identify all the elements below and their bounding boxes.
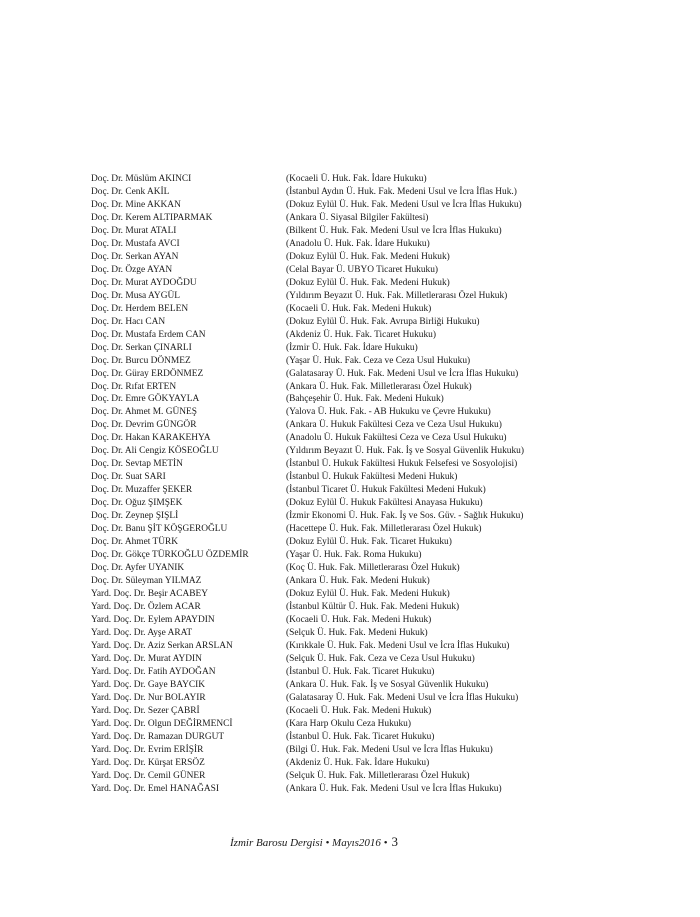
member-name: Doç. Dr. Devrim GÜNGÖR <box>91 420 197 431</box>
list-item <box>91 329 651 342</box>
member-affiliation: (Yıldırım Beyazıt Ü. Huk. Fak. Milletlerarası Özel Hukuk) <box>286 290 508 301</box>
member-affiliation: (Kocaeli Ü. Huk. Fak. Medeni Hukuk) <box>286 614 432 625</box>
list-item <box>91 471 651 484</box>
member-affiliation: (İstanbul Ü. Huk. Fak. Ticaret Hukuku) <box>286 731 435 742</box>
member-affiliation: (Dokuz Eylül Ü. Huk. Fak. Medeni Hukuk) <box>286 251 450 262</box>
member-name: Doç. Dr. Murat AYDOĞDU <box>91 277 197 288</box>
member-name: Yard. Doç. Dr. Murat AYDIN <box>91 653 202 664</box>
member-name: Yard. Doç. Dr. Sezer ÇABRİ <box>91 705 200 716</box>
member-affiliation: (Galatasaray Ü. Huk. Fak. Medeni Usul ve İcra İflas Hukuku) <box>286 368 519 379</box>
member-name: Doç. Dr. Cenk AKİL <box>91 186 170 197</box>
page-number: 3 <box>391 834 399 849</box>
member-name: Doç. Dr. Burcu DÖNMEZ <box>91 355 191 366</box>
list-item <box>91 458 651 471</box>
member-name: Doç. Dr. Mustafa Erdem CAN <box>91 329 206 340</box>
member-name: Doç. Dr. Mustafa AVCI <box>91 238 180 249</box>
list-item <box>91 264 651 277</box>
member-affiliation: (Dokuz Eylül Ü. Huk. Fak. Avrupa Birliği Hukuku) <box>286 316 480 327</box>
member-affiliation: (İstanbul Kültür Ü. Huk. Fak. Medeni Hukuk) <box>286 601 460 612</box>
member-name: Yard. Doç. Dr. Emel HANAĞASI <box>91 783 219 794</box>
list-item <box>91 536 651 549</box>
list-item <box>91 432 651 445</box>
member-name: Doç. Dr. Suat SARI <box>91 472 166 483</box>
list-item <box>91 679 651 692</box>
list-item <box>91 666 651 679</box>
member-name: Yard. Doç. Dr. Aziz Serkan ARSLAN <box>91 640 233 651</box>
member-affiliation: (İstanbul Ü. Huk. Fak. Ticaret Hukuku) <box>286 666 435 677</box>
member-name: Yard. Doç. Dr. Eylem APAYDIN <box>91 614 215 625</box>
member-name: Doç. Dr. Herdem BELEN <box>91 303 189 314</box>
list-item <box>91 757 651 770</box>
member-affiliation: (Hacettepe Ü. Huk. Fak. Milletlerarası Özel Hukuk) <box>286 524 482 535</box>
member-name: Doç. Dr. Serkan ÇINARLI <box>91 342 192 353</box>
list-item <box>91 342 651 355</box>
member-name: Yard. Doç. Dr. Evrim ERİŞİR <box>91 744 204 755</box>
member-name: Doç. Dr. Gökçe TÜRKOĞLU ÖZDEMİR <box>91 550 249 561</box>
list-item <box>91 692 651 705</box>
member-name: Yard. Doç. Dr. Nur BOLAYIR <box>91 692 206 703</box>
list-item <box>91 783 651 796</box>
member-name: Yard. Doç. Dr. Ramazan DURGUT <box>91 731 225 742</box>
member-affiliation: (Ankara Ü. Huk. Fak. Medeni Hukuk) <box>286 576 430 587</box>
list-item <box>91 368 651 381</box>
member-affiliation: (Galatasaray Ü. Huk. Fak. Medeni Usul ve İcra İflas Hukuku) <box>286 692 519 703</box>
list-item <box>91 601 651 614</box>
member-name: Doç. Dr. Muzaffer ŞEKER <box>91 485 193 496</box>
list-item <box>91 562 651 575</box>
member-name: Yard. Doç. Dr. Beşir ACABEY <box>91 589 209 599</box>
member-name: Doç. Dr. Hakan KARAKEHYA <box>91 433 211 444</box>
member-name: Doç. Dr. Oğuz ŞIMŞEK <box>91 498 183 509</box>
list-item <box>91 199 651 212</box>
list-item <box>91 718 651 731</box>
member-affiliation: (İstanbul Ticaret Ü. Hukuk Fakültesi Medeni Hukuk) <box>286 485 486 496</box>
member-affiliation: (Dokuz Eylül Ü. Huk. Fak. Medeni Hukuk) <box>286 277 450 288</box>
list-item <box>91 406 651 419</box>
list-item <box>91 575 651 588</box>
list-item <box>91 251 651 264</box>
member-name: Doç. Dr. Mine AKKAN <box>91 199 181 210</box>
list-item <box>91 225 651 238</box>
list-item <box>91 614 651 627</box>
member-affiliation: (İzmir Ekonomi Ü. Huk. Fak. İş ve Sos. Güv. - Sağlık Hukuku) <box>286 511 524 522</box>
list-item <box>91 705 651 718</box>
member-affiliation: (Ankara Ü. Huk. Fak. İş ve Sosyal Güvenlik Hukuku) <box>286 679 489 690</box>
member-affiliation: (Selçuk Ü. Huk. Fak. Medeni Hukuk) <box>286 627 428 638</box>
member-affiliation: (Akdeniz Ü. Huk. Fak. İdare Hukuku) <box>286 757 430 768</box>
member-affiliation: (Kocaeli Ü. Huk. Fak. Medeni Hukuk) <box>286 705 432 716</box>
member-name: Doç. Dr. Murat ATALI <box>91 225 177 236</box>
member-affiliation: (Yıldırım Beyazıt Ü. Huk. Fak. İş ve Sosyal Güvenlik Hukuku) <box>286 446 524 457</box>
member-name: Doç. Dr. Müslüm AKINCI <box>91 174 192 184</box>
member-affiliation: (Dokuz Eylül Ü. Huk. Fak. Medeni Usul ve İcra İflas Hukuku) <box>286 199 522 210</box>
member-name: Doç. Dr. Banu ŞİT KÖŞGEROĞLU <box>91 524 228 535</box>
member-affiliation: (Kocaeli Ü. Huk. Fak. Medeni Hukuk) <box>286 303 432 314</box>
member-affiliation: (Anadolu Ü. Hukuk Fakültesi Ceza ve Ceza Usul Hukuku) <box>286 433 507 444</box>
member-affiliation: (Bahçeşehir Ü. Huk. Fak. Medeni Hukuk) <box>286 394 444 405</box>
member-name: Yard. Doç. Dr. Ayşe ARAT <box>91 627 193 638</box>
list-item <box>91 523 651 536</box>
list-item <box>91 393 651 406</box>
member-name: Yard. Doç. Dr. Fatih AYDOĞAN <box>91 666 216 677</box>
member-list <box>91 173 651 796</box>
member-affiliation: (Dokuz Eylül Ü. Hukuk Fakültesi Anayasa Hukuku) <box>286 498 483 509</box>
member-name: Yard. Doç. Dr. Cemil GÜNER <box>91 770 206 781</box>
list-item <box>91 484 651 497</box>
member-name: Doç. Dr. Serkan AYAN <box>91 251 179 262</box>
member-affiliation: (Selçuk Ü. Huk. Fak. Ceza ve Ceza Usul Hukuku) <box>286 653 475 664</box>
member-affiliation: (Akdeniz Ü. Huk. Fak. Ticaret Hukuku) <box>286 329 436 340</box>
list-item <box>91 212 651 225</box>
member-name: Yard. Doç. Dr. Kürşat ERSÖZ <box>91 757 205 768</box>
member-name: Doç. Dr. Ayfer UYANIK <box>91 563 185 574</box>
member-affiliation: (Ankara Ü. Hukuk Fakültesi Ceza ve Ceza Usul Hukuku) <box>286 420 502 431</box>
member-name: Doç. Dr. Sevtap METİN <box>91 459 183 470</box>
list-item <box>91 355 651 368</box>
member-affiliation: (Celal Bayar Ü. UBYO Ticaret Hukuku) <box>286 264 439 275</box>
member-name: Doç. Dr. Zeynep ŞIŞLİ <box>91 511 179 522</box>
journal-title: İzmir Barosu Dergisi • Mayıs2016 • <box>230 837 388 849</box>
list-item <box>91 290 651 303</box>
member-affiliation: (Bilkent Ü. Huk. Fak. Medeni Usul ve İcra İflas Hukuku) <box>286 225 502 236</box>
member-name: Doç. Dr. Süleyman YILMAZ <box>91 576 202 587</box>
member-affiliation: (Yaşar Ü. Huk. Fak. Ceza ve Ceza Usul Hukuku) <box>286 355 471 366</box>
member-affiliation: (İzmir Ü. Huk. Fak. İdare Hukuku) <box>286 342 418 353</box>
list-item <box>91 731 651 744</box>
member-name: Doç. Dr. Ahmet TÜRK <box>91 537 179 548</box>
list-item <box>91 419 651 432</box>
member-affiliation: (İstanbul Aydın Ü. Huk. Fak. Medeni Usul ve İcra İflas Huk.) <box>286 186 517 197</box>
member-name: Doç. Dr. Kerem ALTIPARMAK <box>91 212 213 223</box>
member-affiliation: (Dokuz Eylül Ü. Huk. Fak. Medeni Hukuk) <box>286 589 450 599</box>
list-item <box>91 653 651 666</box>
list-item <box>91 238 651 251</box>
member-affiliation: (Yaşar Ü. Huk. Fak. Roma Hukuku) <box>286 550 422 561</box>
member-name: Doç. Dr. Hacı CAN <box>91 316 166 327</box>
list-item <box>91 627 651 640</box>
member-affiliation: (Kara Harp Okulu Ceza Hukuku) <box>286 718 411 729</box>
list-item <box>91 497 651 510</box>
list-item <box>91 510 651 523</box>
member-affiliation: (Koç Ü. Huk. Fak. Milletlerarası Özel Hukuk) <box>286 563 460 574</box>
list-item <box>91 588 651 601</box>
member-affiliation: (Ankara Ü. Siyasal Bilgiler Fakültesi) <box>286 212 429 223</box>
list-item <box>91 316 651 329</box>
list-item <box>91 303 651 316</box>
member-affiliation: (İstanbul Ü. Hukuk Fakültesi Hukuk Felsefesi ve Sosyolojisi) <box>286 459 518 470</box>
member-affiliation: (Yalova Ü. Huk. Fak. - AB Hukuku ve Çevre Hukuku) <box>286 407 491 418</box>
member-affiliation: (Dokuz Eylül Ü. Huk. Fak. Ticaret Hukuku) <box>286 537 452 548</box>
member-name: Doç. Dr. Ali Cengiz KÖSEOĞLU <box>91 446 219 457</box>
list-item <box>91 549 651 562</box>
member-name: Yard. Doç. Dr. Özlem ACAR <box>91 601 201 612</box>
list-item <box>91 445 651 458</box>
member-name: Doç. Dr. Rıfat ERTEN <box>91 381 177 392</box>
list-item <box>91 173 651 186</box>
member-affiliation: (Anadolu Ü. Huk. Fak. İdare Hukuku) <box>286 238 430 249</box>
list-item <box>91 744 651 757</box>
member-affiliation: (Ankara Ü. Huk. Fak. Medeni Usul ve İcra İflas Hukuku) <box>286 783 502 794</box>
member-name: Doç. Dr. Güray ERDÖNMEZ <box>91 368 204 379</box>
list-item <box>91 186 651 199</box>
member-affiliation: (Bilgi Ü. Huk. Fak. Medeni Usul ve İcra İflas Hukuku) <box>286 744 493 755</box>
member-name: Doç. Dr. Ahmet M. GÜNEŞ <box>91 407 197 418</box>
member-name: Yard. Doç. Dr. Olgun DEĞİRMENCİ <box>91 718 233 729</box>
member-name: Doç. Dr. Özge AYAN <box>91 264 173 275</box>
member-affiliation: (Ankara Ü. Huk. Fak. Milletlerarası Özel Hukuk) <box>286 381 472 392</box>
member-name: Yard. Doç. Dr. Gaye BAYCIK <box>91 679 206 690</box>
member-affiliation: (Kocaeli Ü. Huk. Fak. İdare Hukuku) <box>286 174 427 184</box>
member-affiliation: (Selçuk Ü. Huk. Fak. Milletlerarası Özel Hukuk) <box>286 770 470 781</box>
member-name: Doç. Dr. Emre GÖKYAYLA <box>91 394 200 405</box>
list-item <box>91 277 651 290</box>
list-item <box>91 381 651 394</box>
member-affiliation: (Kırıkkale Ü. Huk. Fak. Medeni Usul ve İcra İflas Hukuku) <box>286 640 510 651</box>
list-item <box>91 640 651 653</box>
member-name: Doç. Dr. Musa AYGÜL <box>91 290 180 301</box>
member-affiliation: (İstanbul Ü. Hukuk Fakültesi Medeni Hukuk) <box>286 472 458 483</box>
list-item <box>91 770 651 783</box>
